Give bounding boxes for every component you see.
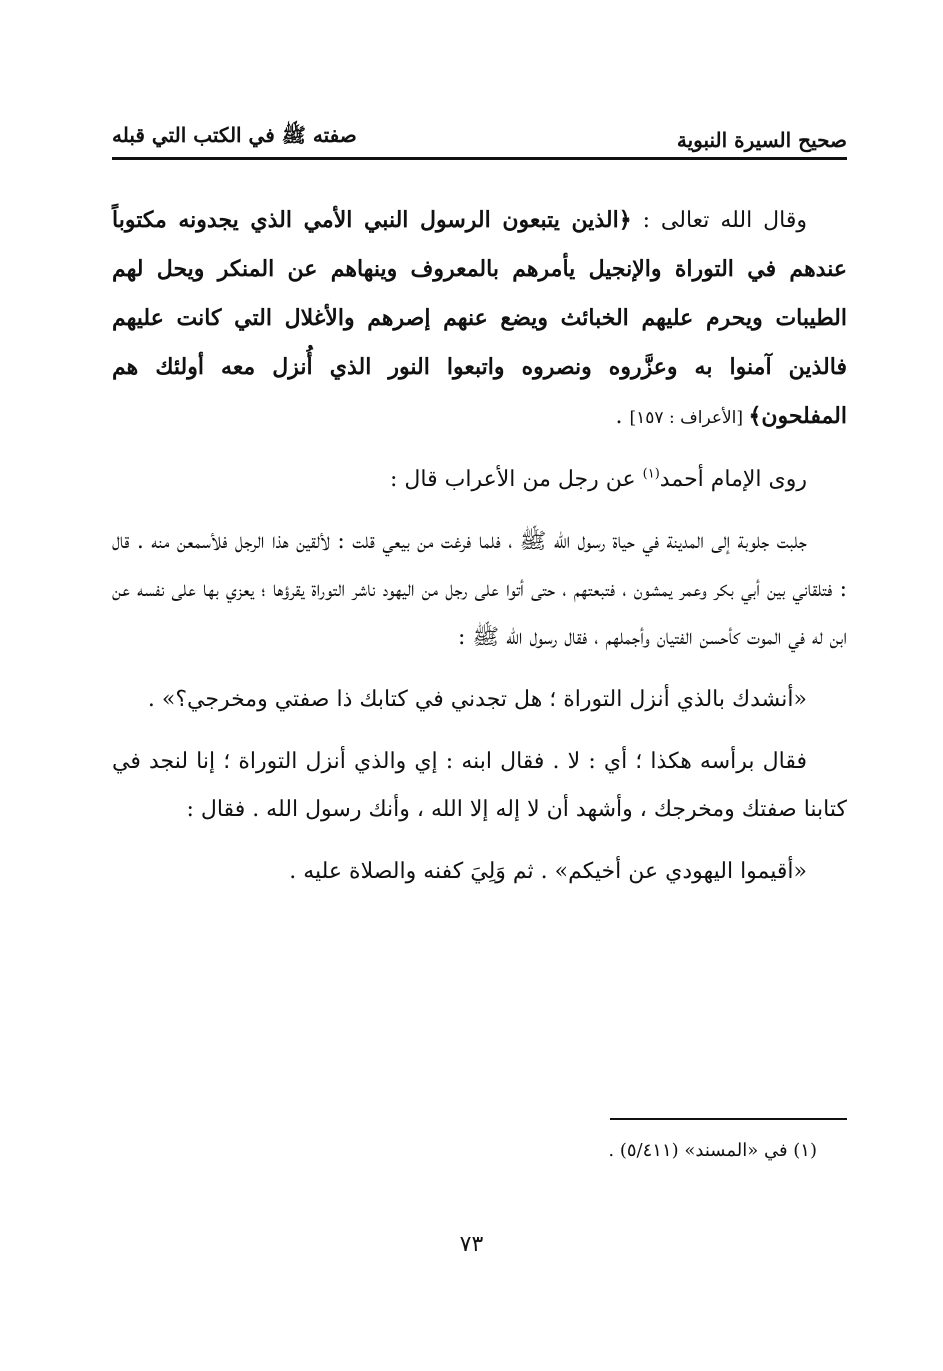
header-chapter-title: صفته ﷺ في الكتب التي قبله — [112, 123, 357, 147]
footnotes — [112, 1135, 817, 1167]
narration-intro-after: عن رجل من الأعراب قال : — [390, 467, 643, 492]
header-divider — [112, 157, 847, 160]
paragraph-narration-intro — [112, 456, 847, 504]
page-number: ٧٣ — [459, 1232, 484, 1257]
main-text — [112, 196, 847, 910]
paragraph-verse — [112, 196, 847, 442]
running-header — [112, 112, 847, 152]
footnote-item: (١) في «المسند» (٥/٤١١) . — [608, 1140, 817, 1161]
paragraph-hadith-quote-1: «أنشدك بالذي أنزل التوراة ؛ هل تجدني في كتابك ذا صفتي ومخرجي؟» . — [147, 687, 807, 712]
verse-reference: [الأعراف : ١٥٧] — [629, 408, 749, 428]
narration-intro-before: روى الإمام أحمد — [659, 467, 807, 492]
header-book-title: صحيح السيرة النبوية — [676, 128, 847, 152]
footnote-marker[interactable]: (١) — [642, 466, 660, 482]
paragraph-narration: جلبت جلوبة إلى المدينة في حياة رسول الله ﷺ ، فلما فرغت من بيعي قلت : لألقين هذا الرجل فلأسمعن منه . قال : فتلقاني بين أبي بكر وعمر يمشون ، فتبعتهم ، حتى أتوا على رجل من اليهود ناشر التوراة يقرؤها ؛ يعزي بها على نفسه عن ابن له في الموت كأحسن الفتيان وأجملهم ، فقال رسول الله ﷺ : — [112, 529, 847, 650]
verse-intro: وقال الله تعالى : — [631, 208, 808, 233]
verse-end: . — [615, 404, 630, 429]
paragraph-hadith-quote-2: «أقيموا اليهودي عن أخيكم» . ثم وَلِيَ كفنه والصلاة عليه . — [289, 859, 807, 884]
quran-verse: ﴿الذين يتبعون الرسول النبي الأمي الذي يجدونه مكتوباً عندهم في التوراة والإنجيل يأمرهم بالمعروف وينهاهم عن المنكر ويحل لهم الطيبات ويحرم عليهم الخبائث ويضع عنهم إصرهم والأغلال التي كانت عليهم فالذين آمنوا به وعزَّروه ونصروه واتبعوا النور الذي أُنزل معه أولئك هم المفلحون﴾ — [112, 207, 847, 429]
footnote-divider — [610, 1118, 847, 1120]
paragraph-reply: فقال برأسه هكذا ؛ أي : لا . فقال ابنه : إي والذي أنزل التوراة ؛ إنا لنجد في كتابنا صفتك ومخرجك ، وأشهد أن لا إله إلا الله ، وأنك رسول الله . فقال : — [112, 749, 847, 822]
